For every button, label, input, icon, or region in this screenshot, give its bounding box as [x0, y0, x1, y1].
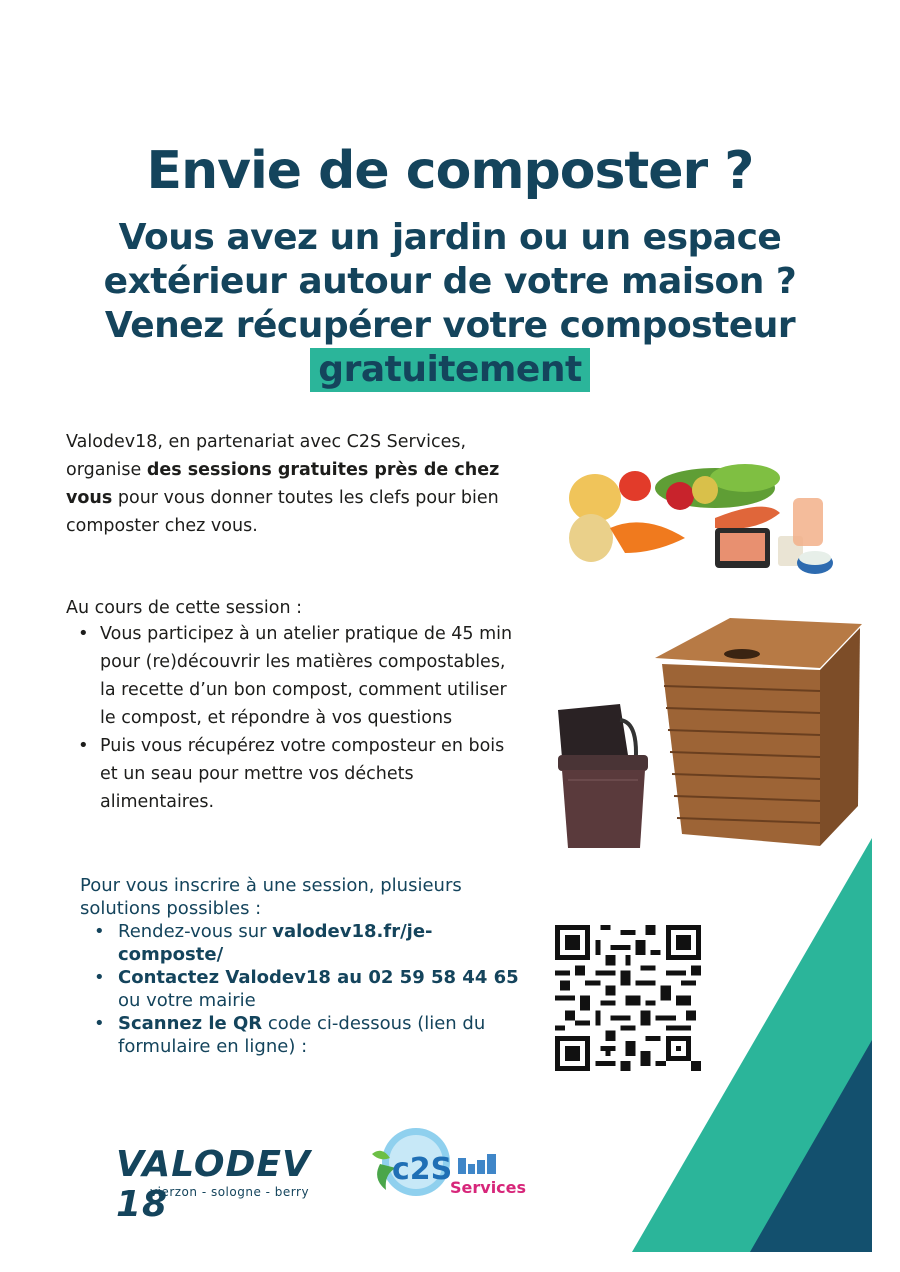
subtitle-line-1: Vous avez un jardin ou un espace [118, 217, 782, 258]
session-heading: Au cours de cette session : [66, 598, 303, 618]
signup-visit-label: Rendez-vous sur [118, 921, 273, 942]
signup-link[interactable]: valodev18.fr/je-composte/ [118, 921, 433, 965]
food-scraps-image [565, 458, 840, 583]
c2s-services-label: Services [450, 1178, 527, 1197]
valodev-tagline: vierzon - sologne - berry [150, 1185, 310, 1199]
list-item [92, 1012, 532, 1058]
page-subtitle [40, 216, 860, 392]
signup-scan: Scannez le QR [118, 1013, 263, 1034]
kitchen-bin-image [550, 700, 655, 855]
signup-heading: Pour vous inscrire à une session, plusieurs solutions possibles : [80, 875, 462, 919]
session-list [76, 620, 516, 816]
intro-paragraph [66, 428, 506, 540]
list-item [92, 966, 532, 1012]
intro-text-2: pour vous donner toutes les clefs pour bien composter chez vous. [66, 488, 499, 536]
page-title: Envie de composter ? [146, 141, 754, 201]
signup-mairie: ou votre mairie [118, 990, 256, 1011]
subtitle-highlight: gratuitement [310, 348, 589, 392]
list-item: • Vous participez à un atelier pratique de 45 min pour (re)découvrir les matières compostables, la recette d’un bon compost, comment utiliser le compost, et répondre à vos questions [76, 620, 516, 732]
c2s-name: c2S [392, 1152, 453, 1187]
subtitle-line-2: extérieur autour de votre maison ? [103, 261, 797, 302]
signup-scan-text: code ci-dessous (lien du formulaire en ligne) : [118, 1013, 486, 1057]
valodev-logo: VALODEV 18 [116, 1144, 311, 1225]
list-item [92, 920, 532, 966]
list-item: • Puis vous récupérez votre composteur en bois et un seau pour mettre vos déchets alimentaires. [76, 732, 516, 816]
wooden-composter-image [650, 616, 865, 851]
intro-text-1: Valodev18, en partenariat avec C2S Services, organise [66, 432, 467, 480]
intro-bold: des sessions gratuites près de chez vous [66, 460, 500, 508]
signup-list [92, 920, 532, 1058]
subtitle-line-3: Venez récupérer votre composteur [104, 305, 796, 346]
qr-code[interactable] [555, 924, 701, 1072]
signup-phone: Contactez Valodev18 au 02 59 58 44 65 [118, 967, 519, 988]
